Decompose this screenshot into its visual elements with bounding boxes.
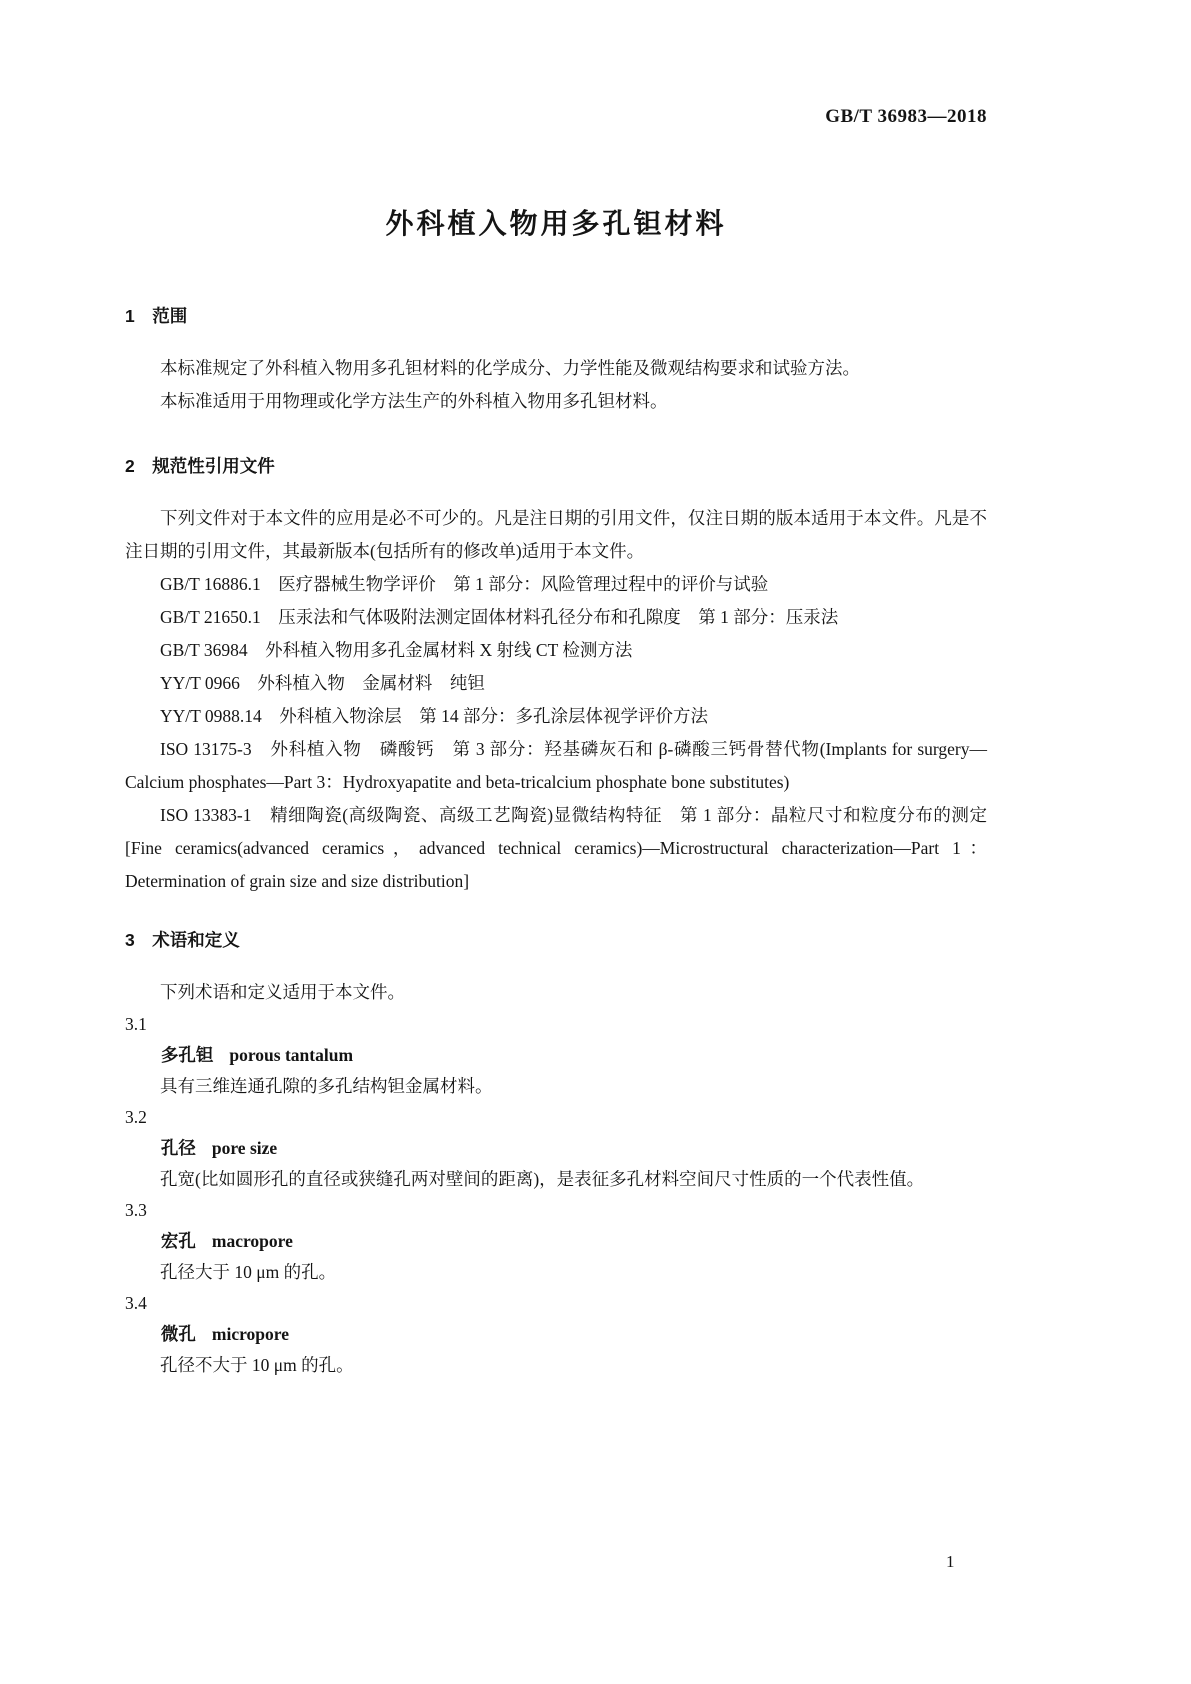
section-3-body — [125, 976, 987, 1381]
paragraph: 本标准规定了外科植入物用多孔钽材料的化学成分、力学性能及微观结构要求和试验方法。 — [160, 358, 860, 378]
reference-item: GB/T 36984 外科植入物用多孔金属材料 X 射线 CT 检测方法 — [160, 640, 633, 660]
normative-references-list — [125, 568, 987, 898]
term-name — [125, 1319, 987, 1350]
section-1-heading: 1 范围 — [125, 306, 188, 326]
page-content — [125, 0, 987, 1381]
section-3-heading: 3 术语和定义 — [125, 930, 240, 950]
reference-item: GB/T 21650.1 压汞法和气体吸附法测定固体材料孔径分布和孔隙度 第 1 部分：压汞法 — [160, 607, 839, 627]
section-1-body — [125, 352, 987, 418]
reference-item: ISO 13175-3 外科植入物 磷酸钙 第 3 部分：羟基磷灰石和 β-磷酸三钙骨替代物(Implants for surgery—Calcium phosphates—Part 3：Hydroxyapatite and beta-tricalcium phosphate bone substitutes) — [125, 739, 987, 792]
paragraph: 下列术语和定义适用于本文件。 — [160, 982, 405, 1002]
paragraph: 本标准适用于用物理或化学方法生产的外科植入物用多孔钽材料。 — [160, 391, 668, 411]
reference-item: YY/T 0988.14 外科植入物涂层 第 14 部分：多孔涂层体视学评价方法 — [160, 706, 709, 726]
document-title: 外科植入物用多孔钽材料 — [385, 208, 727, 239]
term-entry — [125, 1288, 987, 1381]
reference-item: GB/T 16886.1 医疗器械生物学评价 第 1 部分：风险管理过程中的评价与试验 — [160, 574, 769, 594]
page-number: 1 — [946, 1552, 955, 1571]
term-entry — [125, 1009, 987, 1102]
term-name-english: porous tantalum — [229, 1045, 354, 1065]
term-name — [125, 1133, 987, 1164]
section-2-body — [125, 502, 987, 898]
term-number: 3.4 — [125, 1293, 147, 1313]
term-number: 3.2 — [125, 1107, 147, 1127]
term-name — [125, 1226, 987, 1257]
reference-item: YY/T 0966 外科植入物 金属材料 纯钽 — [160, 673, 485, 693]
term-name-chinese: 微孔 — [160, 1324, 196, 1344]
term-name-chinese: 宏孔 — [160, 1231, 196, 1251]
term-entry — [125, 1195, 987, 1288]
term-definition: 具有三维连通孔隙的多孔结构钽金属材料。 — [160, 1076, 493, 1096]
term-name-chinese: 多孔钽 — [160, 1045, 214, 1065]
section-2-heading: 2 规范性引用文件 — [125, 456, 275, 476]
paragraph: 下列文件对于本文件的应用是必不可少的。凡是注日期的引用文件，仅注日期的版本适用于本文件。凡是不注日期的引用文件，其最新版本(包括所有的修改单)适用于本文件。 — [125, 508, 987, 561]
term-name-english: micropore — [211, 1324, 289, 1344]
term-definition: 孔径不大于 10 μm 的孔。 — [160, 1355, 354, 1375]
term-name-chinese: 孔径 — [160, 1138, 196, 1158]
term-number: 3.3 — [125, 1200, 147, 1220]
term-entry — [125, 1102, 987, 1195]
standard-number: GB/T 36983—2018 — [825, 106, 987, 127]
term-number: 3.1 — [125, 1014, 147, 1034]
term-name — [125, 1040, 987, 1071]
term-name-english: macropore — [211, 1231, 293, 1251]
reference-item: ISO 13383-1 精细陶瓷(高级陶瓷、高级工艺陶瓷)显微结构特征 第 1 部分：晶粒尺寸和粒度分布的测定[Fine ceramics(advanced ceramics，advanced technical ceramics)—Microstructural characterization—Part 1：Determination of grain size and size distribution] — [125, 805, 987, 891]
term-definition: 孔径大于 10 μm 的孔。 — [160, 1262, 337, 1282]
term-definition: 孔宽(比如圆形孔的直径或狭缝孔两对壁间的距离)，是表征多孔材料空间尺寸性质的一个代表性值。 — [160, 1169, 925, 1189]
term-name-english: pore size — [211, 1138, 278, 1158]
